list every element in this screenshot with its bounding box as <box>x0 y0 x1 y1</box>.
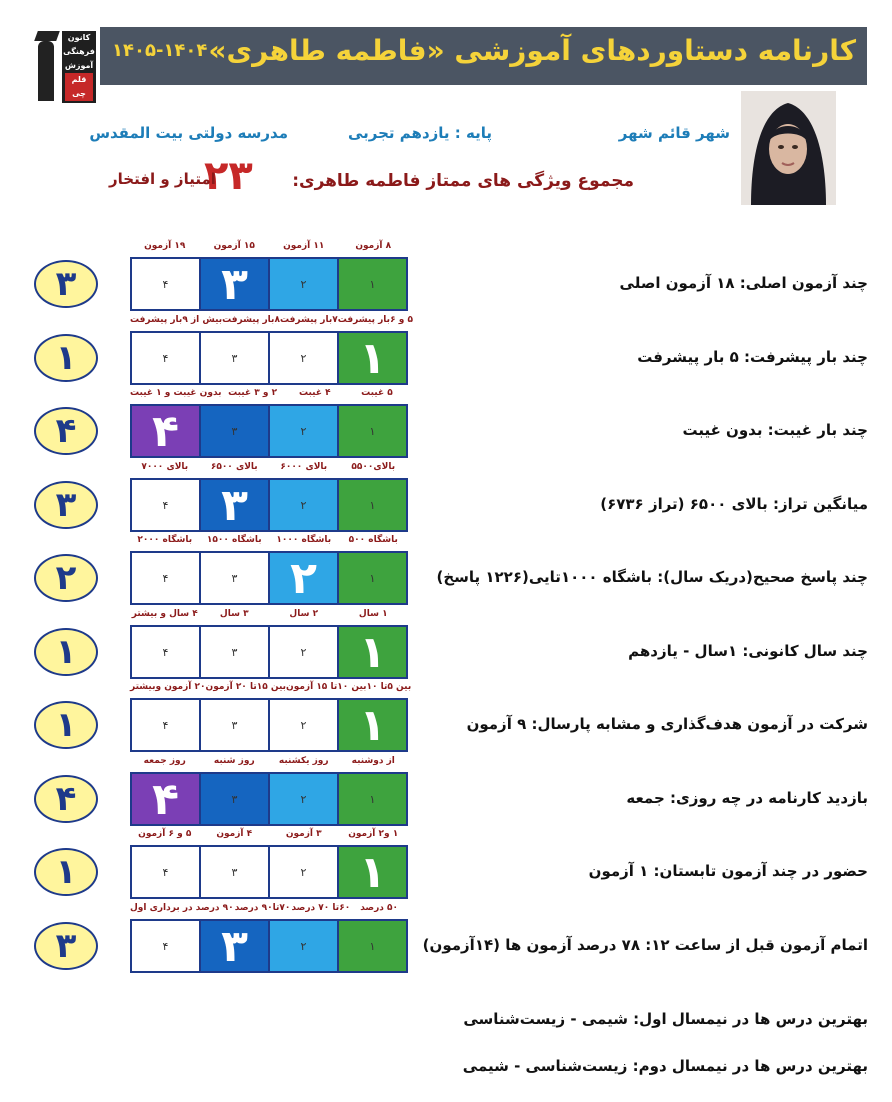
criteria-header: ۱۵ آزمون <box>213 241 255 251</box>
criteria-header: بالای۵۵۰۰ <box>351 462 396 472</box>
criteria-header: ۷۰تا۹۰ درصد <box>234 903 291 913</box>
student-portrait-icon <box>741 91 836 205</box>
criteria-headers <box>130 682 412 692</box>
criteria-label: بازدید کارنامه در چه روزی: جمعه <box>626 789 868 807</box>
criteria-cell: ۳ <box>201 847 270 897</box>
city-label: شهر قائم شهر <box>618 124 730 142</box>
criteria-cell: ۴ <box>132 553 201 603</box>
criteria-header: بالای ۷۰۰۰ <box>141 462 189 472</box>
logo-board <box>62 31 96 103</box>
logo-line: کانون <box>67 33 91 42</box>
criteria-header: ۱۱ آزمون <box>283 241 325 251</box>
criteria-header: ۴ آزمون <box>216 829 253 839</box>
criteria-headers <box>130 903 408 913</box>
criteria-cell: ۱ <box>339 847 406 897</box>
total-unit: امتیاز و افتخار <box>109 170 216 188</box>
criteria-header: ۱ سال <box>358 609 388 619</box>
criteria-cell: ۴ <box>132 259 201 309</box>
criteria-label: چند پاسخ صحیح(دریک سال): باشگاه ۱۰۰۰تایی(۱۲۲۶ پاسخ) <box>436 568 868 586</box>
criteria-header: ۱۹ آزمون <box>144 241 186 251</box>
score-badge: ۲ <box>34 554 98 602</box>
criteria-header: بین ۱۰تا ۱۵ آزمون <box>286 682 367 692</box>
grade-label: پایه : یازدهم تجربی <box>347 124 492 142</box>
criteria-cell: ۴ <box>132 847 201 897</box>
score-badge: ۳ <box>34 481 98 529</box>
total-value: ۲۳ <box>204 153 253 199</box>
criteria-header: ۵ غیبت <box>361 388 393 398</box>
criteria-grid <box>130 257 408 311</box>
criteria-cell: ۲ <box>270 847 339 897</box>
criteria-header: روز یکشنبه <box>278 756 329 766</box>
criteria-grid <box>130 625 408 679</box>
criteria-header: ۶۰تا ۷۰ درصد <box>291 903 351 913</box>
criteria-header: بین ۱۵تا ۲۰ آزمون <box>205 682 287 692</box>
criteria-cell: ۳ <box>201 921 270 971</box>
criteria-headers <box>130 535 408 545</box>
criteria-header: باشگاه ۵۰۰ <box>348 535 398 545</box>
criteria-cell: ۱ <box>339 480 406 530</box>
criteria-headers <box>130 756 408 766</box>
criteria-header: ۴ غیبت <box>298 388 331 398</box>
criteria-headers <box>130 388 408 398</box>
criteria-label: چند سال کانونی: ۱سال - یازدهم <box>628 642 868 660</box>
score-badge: ۴ <box>34 775 98 823</box>
criteria-cell: ۴ <box>132 406 201 456</box>
criteria-grid <box>130 331 408 385</box>
criteria-header: باشگاه ۱۰۰۰ <box>276 535 332 545</box>
criteria-cell: ۳ <box>201 406 270 456</box>
total-label: مجموع ویژگی های ممتاز فاطمه طاهری: <box>292 171 634 191</box>
criteria-headers <box>130 462 408 472</box>
criteria-header: ۵۰ درصد <box>360 903 399 913</box>
graduate-figure-icon <box>38 41 54 101</box>
score-badge: ۴ <box>34 407 98 455</box>
criteria-cell: ۳ <box>201 627 270 677</box>
criteria-cell: ۱ <box>339 921 406 971</box>
criteria-cell: ۱ <box>339 406 406 456</box>
criteria-cell: ۴ <box>132 627 201 677</box>
criteria-label: میانگین تراز: بالای ۶۵۰۰ (تراز ۶۷۳۶) <box>600 495 868 513</box>
criteria-header: از دوشنبه <box>351 756 395 766</box>
criteria-headers <box>130 609 408 619</box>
criteria-header: ۸بار پیشرفت <box>222 315 280 325</box>
criteria-header: ۳ آزمون <box>285 829 322 839</box>
criteria-header: باشگاه ۲۰۰۰ <box>137 535 193 545</box>
criteria-label: اتمام آزمون قبل از ساعت ۱۲: ۷۸ درصد آزمون ها (۱۴آزمون) <box>422 936 868 954</box>
criteria-grid <box>130 698 408 752</box>
criteria-grid <box>130 551 408 605</box>
score-badge: ۱ <box>34 848 98 896</box>
criteria-cell: ۳ <box>201 480 270 530</box>
student-photo <box>741 91 836 205</box>
criteria-header: ۷بار پیشرفت <box>279 315 338 325</box>
criteria-cell: ۲ <box>270 774 339 824</box>
criteria-header: ۵ و ۶بار پیشرفت <box>337 315 413 325</box>
criteria-cell: ۴ <box>132 333 201 383</box>
criteria-cell: ۳ <box>201 553 270 603</box>
criteria-header: ۴ سال و بیشتر <box>131 609 198 619</box>
score-badge: ۱ <box>34 628 98 676</box>
best-subjects-first: بهترین درس ها در نیمسال اول: شیمی - زیست‌شناسی <box>463 1010 868 1028</box>
page-title: کارنامه دستاوردهای آموزشی «فاطمه طاهری» <box>208 34 856 67</box>
criteria-cell: ۳ <box>201 700 270 750</box>
logo-line: آموزش <box>64 61 94 70</box>
criteria-cell: ۱ <box>339 774 406 824</box>
criteria-header: بدون غیبت و ۱ غیبت <box>130 388 222 398</box>
logo-tag: قلم چی <box>65 73 93 101</box>
criteria-cell: ۲ <box>270 921 339 971</box>
criteria-grid <box>130 404 408 458</box>
criteria-cell: ۴ <box>132 921 201 971</box>
criteria-header: بیش از ۹بار پیشرفت <box>130 315 223 325</box>
criteria-headers <box>130 315 413 325</box>
academic-years: ۱۴۰۵-۱۴۰۴ <box>112 40 208 61</box>
criteria-header: ۲۰ آزمون وبیشتر <box>130 682 206 692</box>
criteria-cell: ۱ <box>339 700 406 750</box>
criteria-cell: ۲ <box>270 627 339 677</box>
criteria-cell: ۴ <box>132 480 201 530</box>
criteria-header: بین ۵تا ۱۰ <box>366 682 412 692</box>
criteria-label: چند بار پیشرفت: ۵ بار پیشرفت <box>637 348 868 366</box>
logo-line: فرهنگی <box>63 47 95 56</box>
criteria-label: چند آزمون اصلی: ۱۸ آزمون اصلی <box>619 274 868 292</box>
criteria-cell: ۲ <box>270 333 339 383</box>
criteria-cell: ۲ <box>270 406 339 456</box>
criteria-cell: ۱ <box>339 259 406 309</box>
criteria-header: ۵ و ۶ آزمون <box>138 829 192 839</box>
criteria-grid <box>130 845 408 899</box>
criteria-header: بالای ۶۵۰۰ <box>210 462 258 472</box>
kanoon-logo <box>30 27 100 109</box>
criteria-label: چند بار غیبت: بدون غیبت <box>682 421 868 439</box>
criteria-grid <box>130 772 408 826</box>
criteria-cell: ۴ <box>132 700 201 750</box>
criteria-header: ۲ و ۳ غیبت <box>228 388 278 398</box>
criteria-label: شرکت در آزمون هدف‌گذاری و مشابه پارسال: ۹ آزمون <box>466 715 868 733</box>
criteria-header: ۲ سال <box>289 609 319 619</box>
criteria-grid <box>130 919 408 973</box>
criteria-cell: ۱ <box>339 333 406 383</box>
criteria-cell: ۳ <box>201 259 270 309</box>
criteria-cell: ۲ <box>270 259 339 309</box>
criteria-cell: ۲ <box>270 480 339 530</box>
criteria-cell: ۳ <box>201 774 270 824</box>
criteria-header: روز جمعه <box>143 756 186 766</box>
criteria-grid <box>130 478 408 532</box>
score-badge: ۱ <box>34 701 98 749</box>
criteria-cell: ۱ <box>339 553 406 603</box>
criteria-cell: ۲ <box>270 700 339 750</box>
criteria-header: باشگاه ۱۵۰۰ <box>206 535 262 545</box>
criteria-header: ۳ سال <box>219 609 249 619</box>
criteria-header: ۹۰ درصد در برداری اول <box>130 903 234 913</box>
criteria-header: ۱ و۲ آزمون <box>348 829 399 839</box>
score-badge: ۳ <box>34 260 98 308</box>
criteria-headers <box>130 241 408 251</box>
criteria-cell: ۴ <box>132 774 201 824</box>
criteria-header: بالای ۶۰۰۰ <box>280 462 328 472</box>
criteria-cell: ۳ <box>201 333 270 383</box>
criteria-label: حضور در چند آزمون تابستان: ۱ آزمون <box>588 862 868 880</box>
criteria-cell: ۱ <box>339 627 406 677</box>
graduate-cap-icon <box>34 31 60 41</box>
score-badge: ۱ <box>34 334 98 382</box>
school-label: مدرسه دولتی بیت المقدس <box>89 124 288 142</box>
criteria-header: ۸ آزمون <box>355 241 392 251</box>
best-subjects-second: بهترین درس ها در نیمسال دوم: زیست‌شناسی - شیمی <box>462 1057 868 1075</box>
criteria-header: روز شنبه <box>213 756 255 766</box>
criteria-headers <box>130 829 408 839</box>
criteria-cell: ۲ <box>270 553 339 603</box>
score-badge: ۳ <box>34 922 98 970</box>
